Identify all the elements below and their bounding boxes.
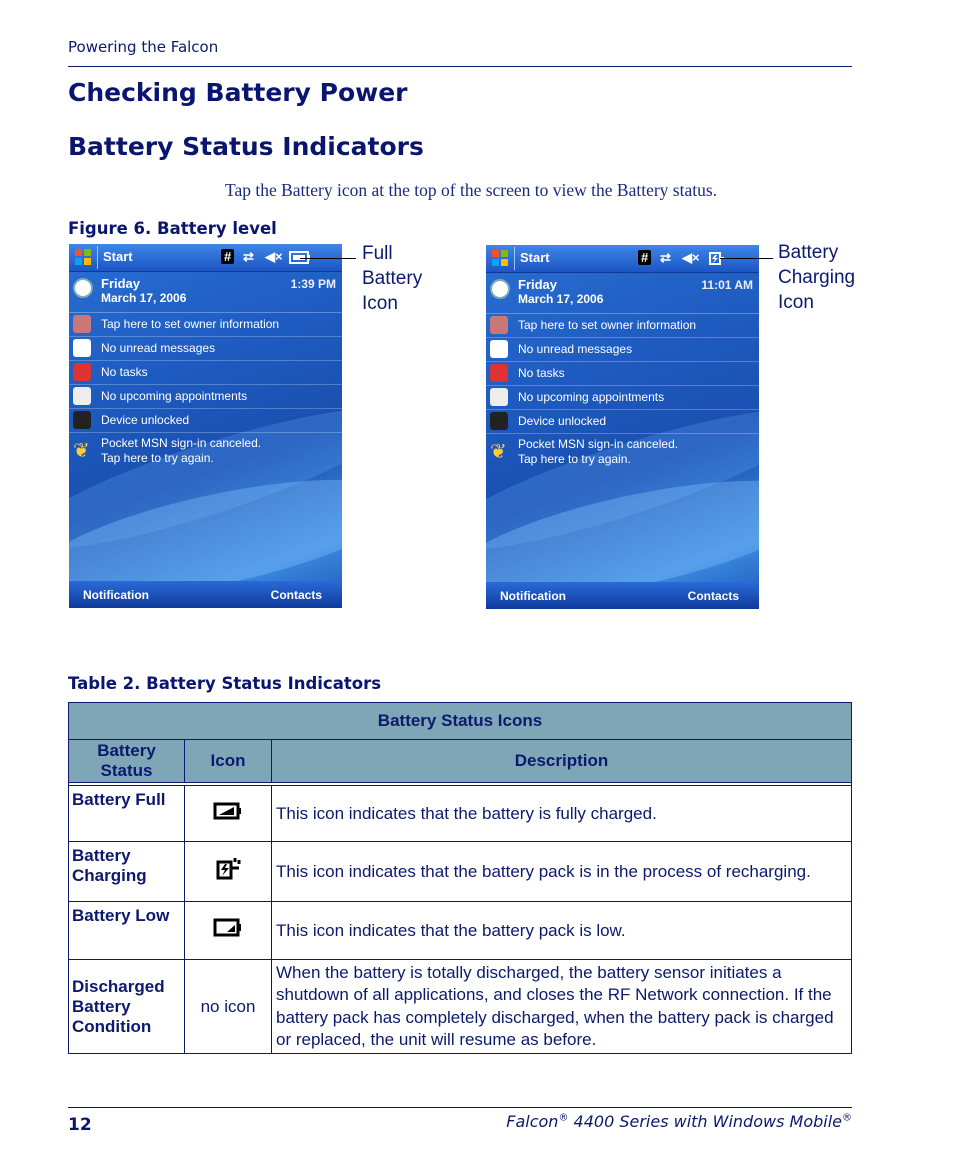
date-label: March 17, 2006 (101, 291, 187, 305)
col-header-icon: Icon (185, 740, 272, 783)
registered-mark: ® (558, 1112, 569, 1124)
soft-key-bar (69, 581, 342, 608)
windows-flag-icon (490, 248, 510, 268)
icon-cell (185, 786, 272, 842)
time-label: 1:39 PM (290, 277, 336, 291)
callout-charging-battery (778, 240, 855, 315)
battery-status-table (68, 702, 852, 1054)
day-label: Friday (518, 277, 558, 292)
speaker-icon: ◀× (265, 249, 283, 264)
connectivity-icon: ⇄ (243, 249, 254, 264)
hash-icon: # (638, 250, 651, 265)
device-item[interactable] (486, 410, 759, 434)
clock-icon (490, 279, 510, 299)
callout-line: Battery (362, 268, 423, 289)
device-label: Device unlocked (101, 413, 190, 427)
owner-info-item[interactable] (486, 314, 759, 338)
running-head: Powering the Falcon (68, 38, 219, 56)
owner-info-label: Tap here to set owner information (101, 317, 280, 331)
tasks-item[interactable] (486, 362, 759, 386)
calendar-icon (490, 388, 508, 406)
status-cell: Battery Full (69, 786, 185, 842)
owner-info-item[interactable] (69, 313, 342, 337)
owner-icon (490, 316, 508, 334)
battery-charging-icon (213, 856, 243, 882)
footer-title-mid: 4400 Series with Windows Mobile (568, 1112, 842, 1131)
tasks-label: No tasks (101, 365, 148, 379)
battery-low-icon (213, 918, 243, 938)
callout-line: Battery (778, 242, 839, 263)
status-cell: Battery Charging (69, 842, 185, 902)
intro-paragraph: Tap the Battery icon at the top of the screen to view the Battery status. (225, 180, 718, 200)
battery-full-icon (213, 802, 243, 820)
table-banner: Battery Status Icons (69, 703, 852, 740)
footer-title (506, 1112, 852, 1131)
icon-cell (185, 842, 272, 902)
header-rule (68, 66, 852, 67)
connectivity-icon: ⇄ (660, 250, 671, 265)
notification-softkey[interactable]: Notification (500, 589, 566, 603)
callout-line: Full (362, 243, 393, 264)
windows-flag-icon (73, 247, 93, 267)
calendar-icon (73, 387, 91, 405)
start-label: Start (520, 250, 550, 265)
table-caption: Table 2. Battery Status Indicators (68, 674, 382, 693)
device-label: Device unlocked (518, 414, 607, 428)
contacts-softkey[interactable]: Contacts (687, 589, 739, 603)
today-date[interactable] (486, 273, 759, 314)
description-cell: This icon indicates that the battery pack is low. (272, 902, 852, 960)
time-label: 11:01 AM (701, 278, 753, 292)
description-cell: This icon indicates that the battery is fully charged. (272, 786, 852, 842)
envelope-icon (73, 339, 91, 357)
registered-mark: ® (842, 1112, 852, 1124)
msn-butterfly-icon: ❦ (490, 441, 507, 463)
icon-cell: no icon (185, 960, 272, 1054)
msn-line1: Pocket MSN sign-in canceled. (101, 436, 262, 450)
msn-butterfly-icon: ❦ (73, 440, 90, 462)
col-header-status: Battery Status (69, 740, 185, 783)
table-row (69, 786, 852, 842)
owner-icon (73, 315, 91, 333)
status-cell: Battery Low (69, 902, 185, 960)
tasks-icon (490, 364, 508, 382)
device-item[interactable] (69, 409, 342, 433)
figure-caption: Figure 6. Battery level (68, 219, 277, 238)
callout-leader-2 (720, 258, 773, 259)
subsection-heading: Battery Status Indicators (68, 132, 424, 161)
tasks-label: No tasks (518, 366, 565, 380)
table-row (69, 902, 852, 960)
callout-line: Icon (778, 292, 814, 313)
tasks-item[interactable] (69, 361, 342, 385)
messages-item[interactable] (69, 337, 342, 361)
tasks-icon (73, 363, 91, 381)
appointments-label: No upcoming appointments (101, 389, 248, 403)
callout-leader-1 (300, 258, 356, 259)
msn-line1: Pocket MSN sign-in canceled. (518, 437, 679, 451)
page-number: 12 (68, 1115, 92, 1135)
messages-label: No unread messages (101, 341, 216, 355)
appointments-item[interactable] (69, 385, 342, 409)
appointments-item[interactable] (486, 386, 759, 410)
soft-key-bar (486, 582, 759, 609)
col-header-description: Description (272, 740, 852, 783)
clock-icon (73, 278, 93, 298)
msn-line2: Tap here to try again. (101, 451, 214, 465)
description-cell: This icon indicates that the battery pack is in the process of recharging. (272, 842, 852, 902)
hash-icon: # (221, 249, 234, 264)
messages-label: No unread messages (518, 342, 633, 356)
callout-full-battery (362, 241, 422, 316)
day-label: Friday (101, 276, 141, 291)
status-cell: Discharged Battery Condition (69, 960, 185, 1054)
callout-line: Charging (778, 267, 856, 288)
messages-item[interactable] (486, 338, 759, 362)
msn-item[interactable] (486, 433, 759, 473)
screen-charging-battery (486, 245, 759, 609)
appointments-label: No upcoming appointments (518, 390, 665, 404)
section-heading: Checking Battery Power (68, 78, 408, 107)
notification-softkey[interactable]: Notification (83, 588, 149, 602)
start-label: Start (103, 249, 133, 264)
contacts-softkey[interactable]: Contacts (270, 588, 322, 602)
table-row (69, 960, 852, 1054)
footer-rule (68, 1107, 852, 1108)
msn-line2: Tap here to try again. (518, 452, 631, 466)
speaker-icon: ◀× (682, 250, 700, 265)
title-bar (486, 245, 759, 273)
description-cell: When the battery is totally discharged, the battery sensor initiates a shutdown of all applications, and closes the RF Network connection. If the battery pack has completely discharged, when the battery pack is charged or replaced, the unit will resume as before. (272, 960, 852, 1054)
lock-icon (73, 411, 91, 429)
table-row (69, 842, 852, 902)
callout-line: Icon (362, 293, 398, 314)
screen-full-battery (69, 244, 342, 608)
envelope-icon (490, 340, 508, 358)
today-date[interactable] (69, 272, 342, 313)
lock-icon (490, 412, 508, 430)
icon-cell (185, 902, 272, 960)
msn-item[interactable] (69, 432, 342, 472)
footer-title-pre: Falcon (506, 1112, 559, 1131)
date-label: March 17, 2006 (518, 292, 604, 306)
owner-info-label: Tap here to set owner information (518, 318, 697, 332)
